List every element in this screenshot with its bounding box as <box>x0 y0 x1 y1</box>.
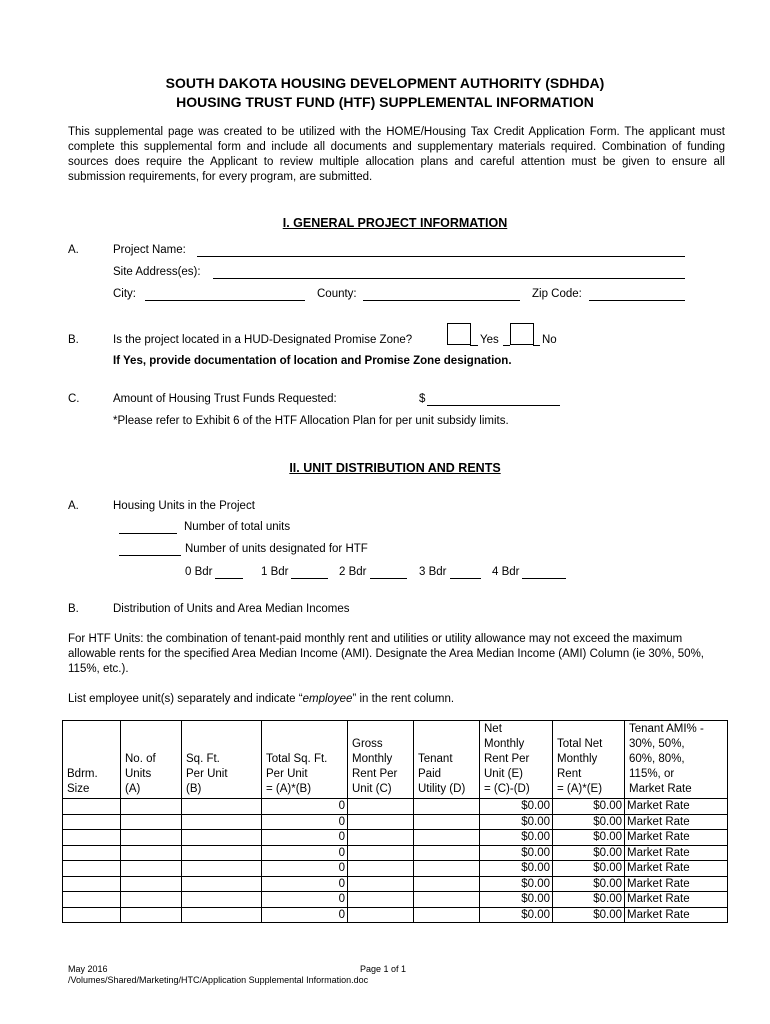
table-cell: $0.00 <box>553 845 625 861</box>
promise-zone-no-checkbox[interactable] <box>510 323 534 345</box>
table-cell[interactable] <box>121 892 182 908</box>
total-units-label: Number of total units <box>184 521 291 533</box>
table-cell[interactable] <box>348 814 414 830</box>
column-header-line: Monthly <box>557 753 598 765</box>
table-cell: 0 <box>262 799 348 815</box>
column-header-line: Unit (C) <box>352 783 392 795</box>
zip-code-field[interactable] <box>589 300 685 301</box>
table-cell: $0.00 <box>480 892 553 908</box>
table-cell[interactable] <box>348 799 414 815</box>
project-name-field[interactable] <box>197 256 685 257</box>
site-address-field[interactable] <box>213 278 685 279</box>
table-row <box>63 830 728 846</box>
htf-units-paragraph: For HTF Units: the combination of tenant-paid monthly rent and utilities or utility allowance may not exceed the maximum allowable rents for the specified Area Median Income (AMI). Designate the Area Median Income (AMI) Column (ie 30%, 50%, 115%, etc.). <box>68 633 704 675</box>
bdr1-field[interactable] <box>291 578 328 579</box>
city-field[interactable] <box>145 300 305 301</box>
promise-zone-question: Is the project located in a HUD-Designated Promise Zone? <box>113 334 413 346</box>
table-cell[interactable]: Market Rate <box>625 799 728 815</box>
table-cell[interactable] <box>414 892 480 908</box>
column-header-line: Net <box>484 723 502 735</box>
table-cell[interactable] <box>348 907 414 923</box>
table-cell[interactable] <box>182 845 262 861</box>
table-cell: $0.00 <box>480 830 553 846</box>
table-cell[interactable]: Market Rate <box>625 830 728 846</box>
table-cell[interactable] <box>414 830 480 846</box>
column-header <box>182 721 262 799</box>
table-cell[interactable] <box>348 830 414 846</box>
table-cell: $0.00 <box>480 861 553 877</box>
column-header-line: 115%, or <box>629 768 675 780</box>
table-cell: $0.00 <box>553 799 625 815</box>
table-cell[interactable] <box>121 907 182 923</box>
column-header-line: Total Sq. Ft. <box>266 753 328 765</box>
column-header-line: Per Unit <box>186 768 228 780</box>
column-header-line: Market Rate <box>629 783 692 795</box>
table-cell[interactable] <box>121 799 182 815</box>
table-cell[interactable] <box>348 892 414 908</box>
bdr0-label: 0 Bdr <box>185 566 213 578</box>
column-header-line: Sq. Ft. <box>186 753 220 765</box>
intro-paragraph: This supplemental page was created to be utilized with the HOME/Housing Tax Credit Application Form. The applicant must complete this supplemental form and include all documents and supplementary materials required. Combination of funding sources does require the Applicant to review multiple allocation plans and careful attention must be given to ensure all submission requirements, for every program, are submitted. <box>68 126 725 183</box>
bdr4-field[interactable] <box>522 578 566 579</box>
column-header-line: 30%, 50%, <box>629 738 685 750</box>
no-label: No <box>542 334 557 346</box>
doc-title-line2: HOUSING TRUST FUND (HTF) SUPPLEMENTAL INFORMATION <box>176 94 594 110</box>
column-header-line: 60%, 80%, <box>629 753 685 765</box>
table-cell: $0.00 <box>553 892 625 908</box>
bdr3-label: 3 Bdr <box>419 566 447 578</box>
column-header-line: (A) <box>125 783 141 795</box>
table-row <box>63 876 728 892</box>
htf-amount-label: Amount of Housing Trust Funds Requested: <box>113 393 337 405</box>
table-row <box>63 861 728 877</box>
table-cell[interactable] <box>121 814 182 830</box>
item-2b-letter: B. <box>68 603 79 615</box>
item-b-letter: B. <box>68 334 79 346</box>
column-header-line: Gross <box>352 738 383 750</box>
table-cell: $0.00 <box>553 907 625 923</box>
column-header <box>262 721 348 799</box>
column-header-line: = (C)-(D) <box>484 783 530 795</box>
column-header-line: Paid <box>418 768 442 780</box>
table-cell[interactable] <box>182 814 262 830</box>
table-cell[interactable] <box>182 861 262 877</box>
table-row <box>63 907 728 923</box>
table-cell[interactable] <box>414 876 480 892</box>
footer-page-number: Page 1 of 1 <box>360 964 407 974</box>
bdr2-label: 2 Bdr <box>339 566 367 578</box>
column-header-line: Per Unit <box>266 768 308 780</box>
item-c-letter: C. <box>68 393 80 405</box>
column-header-line: Monthly <box>352 753 393 765</box>
column-header-line: Utility (D) <box>418 783 466 795</box>
table-cell[interactable] <box>63 876 121 892</box>
table-cell[interactable]: Market Rate <box>625 861 728 877</box>
footer-date: May 2016 <box>68 964 108 974</box>
yes-underline <box>470 345 478 346</box>
promise-zone-note: If Yes, provide documentation of location and Promise Zone designation. <box>113 355 512 367</box>
bdr1-label: 1 Bdr <box>261 566 289 578</box>
column-header-line: = (A)*(B) <box>266 783 312 795</box>
table-cell: 0 <box>262 845 348 861</box>
table-cell: $0.00 <box>553 861 625 877</box>
table-cell[interactable] <box>121 845 182 861</box>
column-header-line: Unit (E) <box>484 768 523 780</box>
htf-amount-field[interactable] <box>427 405 560 406</box>
column-header-line: Size <box>67 783 90 795</box>
table-cell[interactable] <box>348 861 414 877</box>
table-cell[interactable] <box>121 830 182 846</box>
column-header-line: Tenant <box>418 753 453 765</box>
table-cell[interactable] <box>414 799 480 815</box>
column-header-line: Rent Per <box>352 768 398 780</box>
column-header-line: Monthly <box>484 738 525 750</box>
table-row <box>63 845 728 861</box>
table-cell[interactable] <box>414 861 480 877</box>
column-header-line: Bdrm. <box>67 768 98 780</box>
table-cell[interactable]: Market Rate <box>625 845 728 861</box>
bdr0-field[interactable] <box>215 578 243 579</box>
employee-instruction-post: ” in the rent column. <box>352 693 455 705</box>
zip-code-label: Zip Code: <box>532 288 582 300</box>
table-cell[interactable] <box>63 861 121 877</box>
table-cell: $0.00 <box>480 907 553 923</box>
table-cell[interactable] <box>121 861 182 877</box>
column-header <box>625 721 728 799</box>
table-cell: $0.00 <box>480 814 553 830</box>
htf-units-label: Number of units designated for HTF <box>185 543 368 555</box>
city-label: City: <box>113 288 136 300</box>
employee-instruction <box>68 693 454 705</box>
table-cell: $0.00 <box>480 876 553 892</box>
table-cell[interactable] <box>63 830 121 846</box>
dollar-sign: $ <box>419 393 426 405</box>
table-cell: $0.00 <box>480 845 553 861</box>
column-header <box>121 721 182 799</box>
column-header-line: Tenant AMI% - <box>629 723 704 735</box>
table-cell[interactable] <box>348 876 414 892</box>
table-cell[interactable] <box>63 799 121 815</box>
table-cell: 0 <box>262 907 348 923</box>
table-cell[interactable] <box>414 814 480 830</box>
table-header-row <box>63 721 728 799</box>
yes-label: Yes <box>480 334 499 346</box>
column-header-line: Rent <box>557 768 582 780</box>
table-cell[interactable] <box>414 845 480 861</box>
table-cell[interactable]: Market Rate <box>625 876 728 892</box>
item-2a-letter: A. <box>68 500 79 512</box>
column-header <box>414 721 480 799</box>
county-label: County: <box>317 288 357 300</box>
table-cell[interactable] <box>414 907 480 923</box>
column-header-line: Units <box>125 768 152 780</box>
table-cell[interactable] <box>63 892 121 908</box>
table-row <box>63 799 728 815</box>
column-header-line: Total Net <box>557 738 603 750</box>
no-underline-right <box>533 345 540 346</box>
table-cell: $0.00 <box>553 830 625 846</box>
table-cell: 0 <box>262 861 348 877</box>
table-cell: 0 <box>262 892 348 908</box>
column-header-line: No. of <box>125 753 156 765</box>
subsidy-limit-note: *Please refer to Exhibit 6 of the HTF Allocation Plan for per unit subsidy limits. <box>113 415 509 427</box>
table-cell[interactable] <box>182 876 262 892</box>
table-cell[interactable] <box>121 876 182 892</box>
table-cell: 0 <box>262 876 348 892</box>
table-cell: $0.00 <box>553 814 625 830</box>
no-underline-left <box>503 345 510 346</box>
item-a-letter: A. <box>68 244 79 256</box>
bdr3-field[interactable] <box>450 578 481 579</box>
table-cell[interactable] <box>348 845 414 861</box>
column-header-line: Rent Per <box>484 753 530 765</box>
footer-file-path: /Volumes/Shared/Marketing/HTC/Application Supplemental Information.doc <box>68 975 369 985</box>
section-2-title: II. UNIT DISTRIBUTION AND RENTS <box>289 461 501 475</box>
project-name-label: Project Name: <box>113 244 186 256</box>
table-row <box>63 892 728 908</box>
column-header-line: (B) <box>186 783 202 795</box>
column-header <box>480 721 553 799</box>
table-cell[interactable]: Market Rate <box>625 814 728 830</box>
employee-word: employee <box>302 693 353 705</box>
column-header-line: = (A)*(E) <box>557 783 603 795</box>
table-cell[interactable] <box>182 799 262 815</box>
bdr2-field[interactable] <box>370 578 407 579</box>
table-cell: 0 <box>262 814 348 830</box>
unit-distribution-table <box>62 720 728 923</box>
housing-units-label: Housing Units in the Project <box>113 500 255 512</box>
doc-title-line1: SOUTH DAKOTA HOUSING DEVELOPMENT AUTHORITY (SDHDA) <box>165 75 605 91</box>
table-cell[interactable] <box>182 907 262 923</box>
promise-zone-yes-checkbox[interactable] <box>447 323 471 345</box>
table-cell[interactable] <box>63 907 121 923</box>
table-cell: $0.00 <box>480 799 553 815</box>
distribution-label: Distribution of Units and Area Median Incomes <box>113 603 350 615</box>
site-address-label: Site Address(es): <box>113 266 201 278</box>
table-row <box>63 814 728 830</box>
table-cell[interactable] <box>182 830 262 846</box>
column-header <box>348 721 414 799</box>
table-cell[interactable] <box>63 845 121 861</box>
bdr4-label: 4 Bdr <box>492 566 520 578</box>
county-field[interactable] <box>363 300 520 301</box>
table-cell[interactable] <box>182 892 262 908</box>
section-1-title: I. GENERAL PROJECT INFORMATION <box>282 216 508 230</box>
table-cell: $0.00 <box>553 876 625 892</box>
table-cell: 0 <box>262 830 348 846</box>
column-header <box>63 721 121 799</box>
total-units-field[interactable] <box>119 533 177 534</box>
table-cell[interactable]: Market Rate <box>625 892 728 908</box>
column-header <box>553 721 625 799</box>
table-cell[interactable]: Market Rate <box>625 907 728 923</box>
htf-units-field[interactable] <box>119 555 181 556</box>
table-cell[interactable] <box>63 814 121 830</box>
employee-instruction-pre: List employee unit(s) separately and indicate “ <box>68 693 303 705</box>
